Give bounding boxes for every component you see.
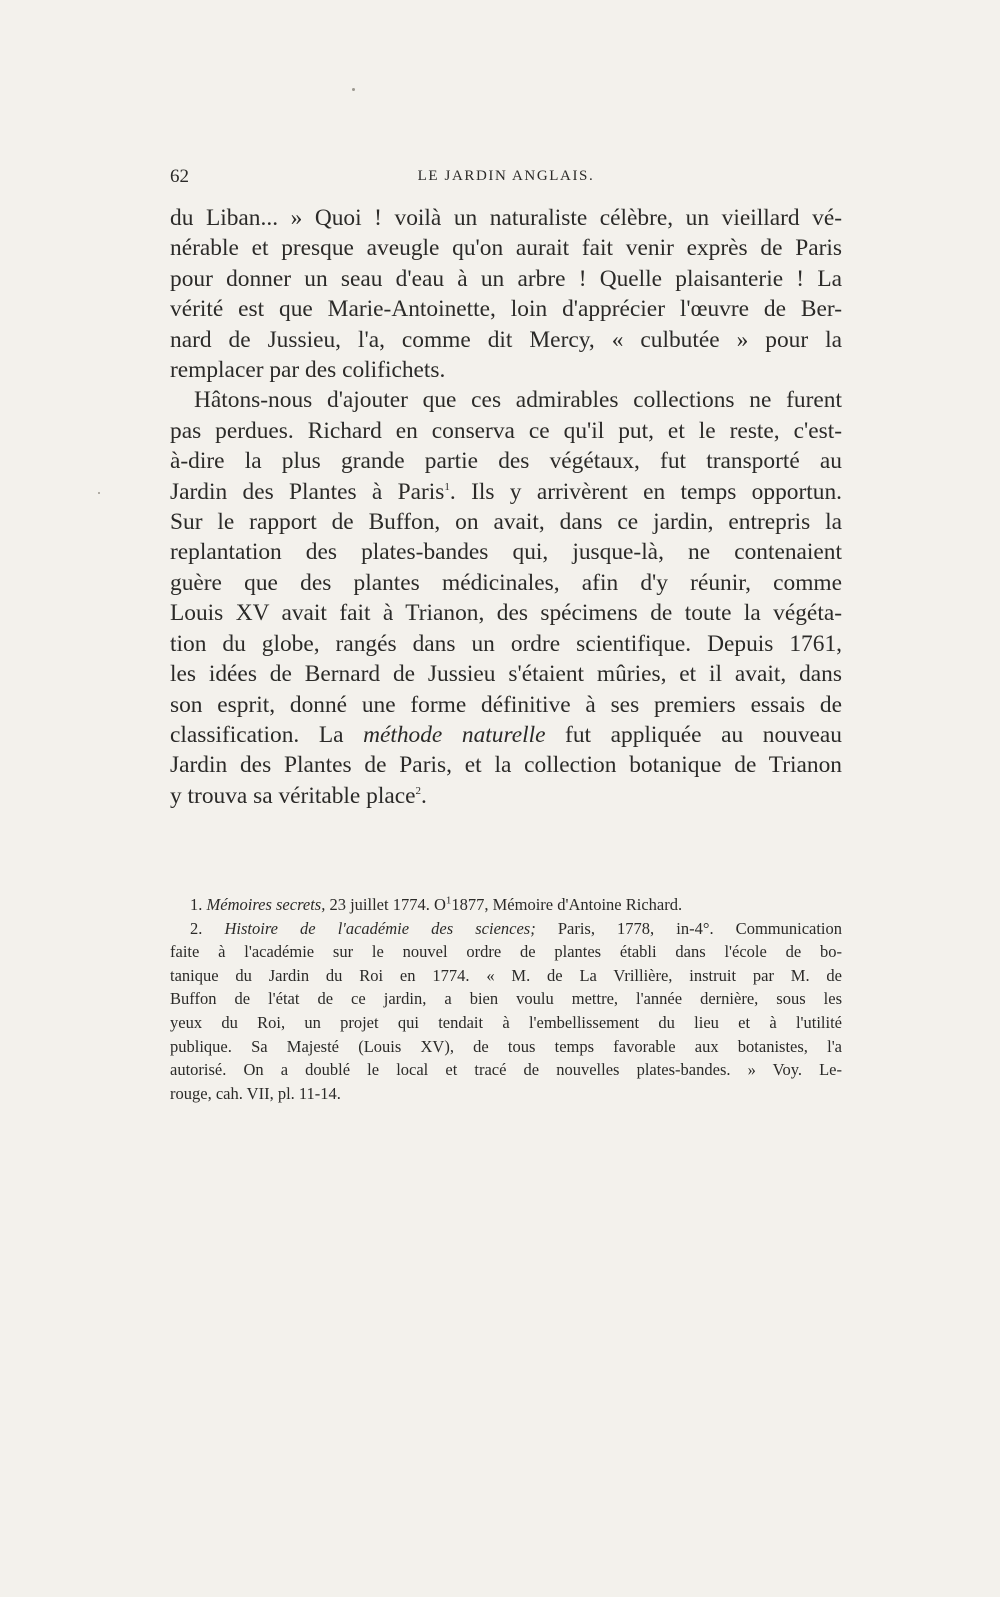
footnote-title: Histoire de l'académie des sciences; [224,918,536,938]
footnote-number: 2. [190,918,203,938]
footnote-line: faite à l'académie sur le nouvel ordre de plantes établi dans l'école de bo- [170,942,842,962]
footnote-line: tanique du Jardin du Roi en 1774. « M. de La Vrillière, instruit par M. de [170,965,842,985]
text-line: nard de Jussieu, l'a, comme dit Mercy, « culbutée » pour la [170,326,842,353]
footnote-line: autorisé. On a doublé le local et tracé de nouvelles plates-bandes. » Voy. Le- [170,1060,842,1080]
text-line: vérité est que Marie-Antoinette, loin d'apprécier l'œuvre de Ber- [170,296,842,323]
footnotes [170,893,842,1105]
paper-speck [98,492,100,494]
footnote-text: Paris, 1778, in-4°. Communication [535,918,843,938]
italic-term: méthode naturelle [363,721,546,748]
page-number: 62 [170,166,189,187]
footnote-line: publique. Sa Majesté (Louis XV), de tous temps favorable aux botanistes, l'a [170,1036,842,1056]
page-header [170,166,842,194]
footnote-number: 1. [190,895,203,914]
footnote-line: Buffon de l'état de ce jardin, a bien voulu mettre, l'année dernière, sous les [170,989,842,1009]
text-fragment: fut appliquée au nouveau [545,721,843,748]
text-line: pas perdues. Richard en conserva ce qu'il put, et le reste, c'est- [170,417,842,444]
text-line: replantation des plates-bandes qui, jusque-là, ne contenaient [170,539,842,566]
text-line [170,477,842,507]
text-line: Sur le rapport de Buffon, on avait, dans ce jardin, entrepris la [170,509,842,536]
footnote-line: yeux du Roi, un projet qui tendait à l'embellissement du lieu et à l'utilité [170,1012,842,1032]
footnote-ref-2[interactable]: 2 [415,784,421,797]
text-fragment: classification. La [170,721,364,748]
text-line [170,781,842,811]
text-line: Jardin des Plantes de Paris, et la collection botanique de Trianon [170,752,842,779]
text-line: guère que des plantes médicinales, afin d'y réunir, comme [170,569,842,596]
footnote-title: Mémoires secrets, [206,895,326,914]
footnote-line: rouge, cah. VII, pl. 11-14. [170,1083,341,1103]
paper-speck [352,88,355,91]
text-line [170,720,842,750]
text-fragment: . [421,782,427,809]
text-line: Hâtons-nous d'ajouter que ces admirables collections ne furent [194,387,842,414]
text-line: du Liban... » Quoi ! voilà un naturaliste célèbre, un vieillard vé- [170,205,842,231]
text-line: remplacer par des colifichets. [170,357,446,384]
text-line: nérable et presque aveugle qu'on aurait fait venir exprès de Paris [170,235,842,262]
footnote-text: 1877, Mémoire d'Antoine Richard. [451,895,683,914]
text-line: pour donner un seau d'eau à un arbre ! Quelle plaisanterie ! La [170,265,842,292]
text-line: à-dire la plus grande partie des végétaux, fut transporté au [170,448,842,475]
text-line: les idées de Bernard de Jussieu s'étaient mûries, et il avait, dans [170,661,842,688]
body-text [170,203,842,811]
footnote-sup: 1 [445,894,452,907]
text-line: Louis XV avait fait à Trianon, des spécimens de toute la végéta- [170,600,842,627]
footnote-ref-1[interactable]: 1 [444,480,450,493]
text-fragment: y trouva sa véritable place [170,782,416,809]
running-head: LE JARDIN ANGLAIS. [417,168,595,184]
text-line: son esprit, donné une forme définitive à ses premiers essais de [170,691,842,718]
footnote-1 [170,893,842,917]
text-line: tion du globe, rangés dans un ordre scientifique. Depuis 1761, [170,630,842,657]
footnote-text: 23 juillet 1774. O [325,895,446,914]
footnote-2-first-line [170,917,842,941]
text-fragment: Jardin des Plantes à Paris [170,478,445,505]
text-fragment: . Ils y arrivèrent en temps opportun. [449,478,842,505]
